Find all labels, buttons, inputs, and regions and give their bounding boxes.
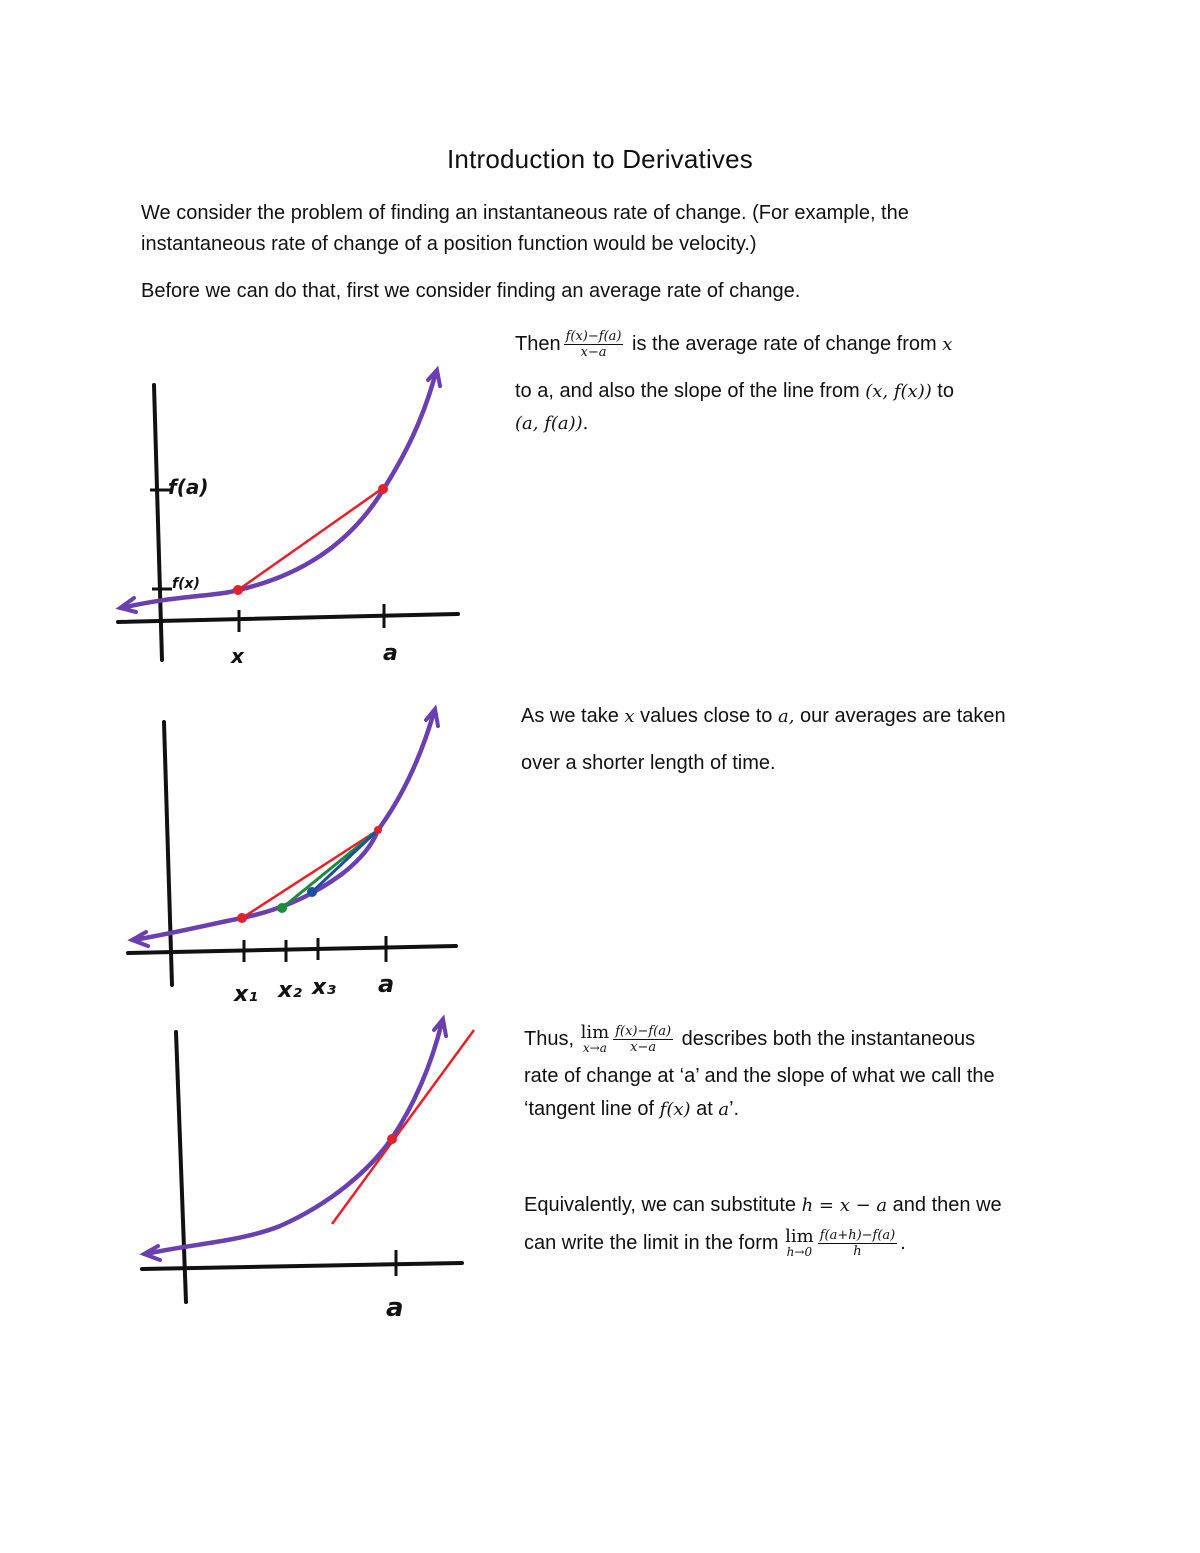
intro-line-1: We consider the problem of finding an instantaneous rate of change. (For example, the (141, 202, 909, 224)
secant-line-sketch (100, 360, 480, 680)
intro-paragraph (141, 198, 909, 260)
point-a (374, 826, 382, 834)
then-word: Then (515, 333, 561, 355)
intro-line-2: instantaneous rate of change of a position function would be velocity.) (141, 233, 757, 255)
tangent-line-sketch (130, 1010, 480, 1330)
label-x1: x₁ (234, 982, 258, 1007)
secant-line-x3 (312, 830, 378, 892)
approaching-secants-sketch (120, 700, 480, 1020)
y-axis (176, 1032, 186, 1302)
label-a: a (378, 970, 395, 998)
point-a (387, 1134, 397, 1144)
before-paragraph: Before we can do that, first we consider finding an average rate of change. (141, 280, 801, 302)
label-fx: f(x) (172, 576, 200, 592)
label-x3: x₃ (312, 975, 336, 1000)
point-x3 (307, 887, 317, 897)
point-x (233, 585, 243, 595)
x-axis (142, 1263, 462, 1269)
average-rate-fraction: $\frac{f(x)-f(a)}{x-a}$ (565, 329, 622, 361)
secant-line-x1 (242, 830, 378, 918)
page-title: Introduction to Derivatives (447, 144, 753, 174)
function-curve (146, 1022, 442, 1254)
y-axis (164, 722, 172, 985)
section2-text: As we take x values close to a, our averages are taken over a shorter length of time. (521, 705, 1006, 774)
difference-quotient-fraction: $\frac{f(x)-f(a)}{x-a}$ (615, 1024, 672, 1056)
label-a: a (383, 641, 398, 666)
section4-text: Equivalently, we can substitute h = x − a and then we can write the limit in the form lim h→0 $\frac{f(a+h)-f(a)}{h}$ . (524, 1194, 1002, 1260)
secant-line (238, 488, 383, 590)
label-x2: x₂ (278, 978, 302, 1003)
x-axis (118, 614, 458, 622)
label-x: x (231, 644, 244, 668)
label-fa: f(a) (168, 475, 209, 499)
x-axis (128, 946, 456, 953)
section3-text: Thus, lim x→a $\frac{f(x)-f(a)}{x-a}$ describes both the instantaneous rate of change at ‘a’ and the slope of what we call the ‘tangent line of f(x) at a’. (524, 1022, 995, 1120)
point-x1 (237, 913, 247, 923)
tangent-line (332, 1030, 474, 1224)
label-a: a (386, 1293, 404, 1323)
limit-operator-h: lim h→0 (785, 1226, 814, 1260)
limit-operator: lim x→a (580, 1022, 610, 1056)
point-x2 (277, 903, 287, 913)
point-a (378, 484, 388, 494)
h-difference-quotient-fraction: $\frac{f(a+h)-f(a)}{h}$ (819, 1228, 896, 1260)
section1-text: Then $\frac{f(x)-f(a)}{x-a}$ is the average rate of change from x to a, and also the slope of the line from (x, f(x)) to (a, f(a)). (515, 329, 954, 434)
y-axis (154, 385, 162, 660)
